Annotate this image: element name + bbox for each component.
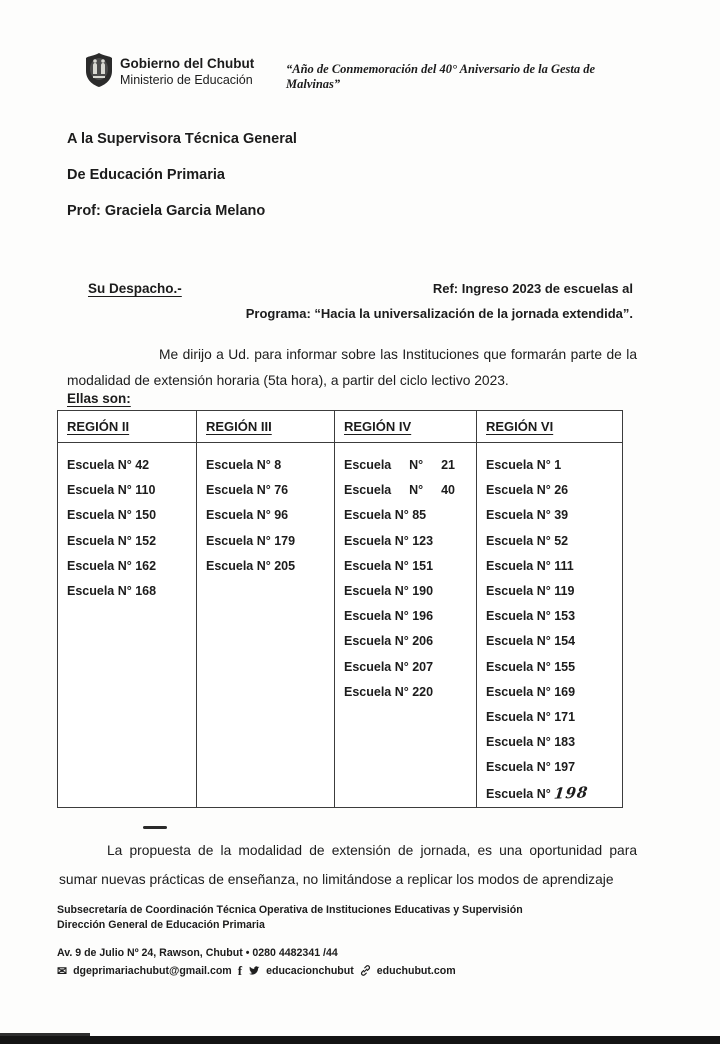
footer-address: Av. 9 de Julio Nº 24, Rawson, Chubut • 0280 4482341 /44 [57, 947, 338, 959]
commemoration-motto: “Año de Conmemoración del 40° Aniversario de la Gesta de Malvinas” [286, 62, 596, 91]
school-entry: Escuela N° 220 [344, 684, 434, 699]
school-entry: Escuela N° 151 [344, 558, 434, 573]
column-header-region-ii: REGIÓN II [58, 411, 196, 443]
school-entry: Escuela N° 39 [486, 508, 569, 523]
school-entry: Escuela N° 8 [206, 458, 282, 472]
school-entry: Escuela N° 110 [67, 483, 156, 498]
list-label: Ellas son: [67, 391, 131, 406]
twitter-handle: educacionchubut [266, 964, 354, 977]
chubut-coat-of-arms-logo [84, 52, 114, 88]
footer-department-block [57, 903, 523, 933]
school-entry: Escuela N° 153 [486, 609, 576, 624]
footer-department-line-1: Subsecretaría de Coordinación Técnica Operativa de Instituciones Educativas y Supervisión [57, 904, 523, 916]
addressee-line-2: De Educación Primaria [67, 167, 225, 183]
school-entry: Escuela N° 150 [67, 508, 157, 523]
org-identity [120, 56, 254, 88]
school-entry-handwritten: Escuela N° 198 [486, 781, 613, 807]
addressee-line-1: A la Supervisora Técnica General [67, 131, 297, 147]
footer-contact-line [57, 964, 456, 977]
school-entry: Escuela N° 21 [344, 458, 455, 472]
school-entry: Escuela N° 96 [206, 508, 289, 523]
school-entry: Escuela N° 207 [344, 659, 434, 674]
school-entry: Escuela N° 205 [206, 558, 296, 573]
school-entry: Escuela N° 76 [206, 483, 289, 498]
table-column-region-iv [335, 411, 477, 807]
school-entry: Escuela N° 206 [344, 634, 434, 649]
addressee-block [67, 130, 297, 238]
school-entry: Escuela N° 155 [486, 659, 576, 674]
school-entry: Escuela N° 123 [344, 533, 434, 548]
website-url: educhubut.com [376, 964, 456, 977]
email-address: dgeprimariachubut@gmail.com [73, 964, 232, 977]
school-entry: Escuela N° 42 [67, 458, 150, 472]
column-header-region-vi: REGIÓN VI [477, 411, 622, 443]
school-entry: Escuela N° 197 [486, 760, 576, 775]
handwritten-number: 198 [553, 783, 590, 803]
school-entry: Escuela N° 40 [344, 483, 455, 498]
reference-block [203, 281, 633, 321]
school-entry: Escuela N° 169 [486, 684, 576, 699]
link-icon [360, 965, 371, 976]
reference-line-2: Programa: “Hacia la universalización de la jornada extendida”. [245, 306, 633, 321]
table-column-region-ii [58, 411, 197, 807]
table-column-region-vi [477, 411, 622, 807]
school-entry: Escuela N° 1 [486, 458, 562, 472]
reference-line-1: Ref: Ingreso 2023 de escuelas al [432, 281, 633, 296]
salutation: Su Despacho.- [88, 281, 182, 296]
school-entry: Escuela N° 168 [67, 584, 157, 599]
org-name: Gobierno del Chubut [120, 56, 255, 71]
intro-paragraph: Me dirijo a Ud. para informar sobre las Instituciones que formarán parte de la modalidad de extensión horaria (5ta hora), a partir del ciclo lectivo 2023. [67, 347, 637, 388]
school-entry: Escuela N° 196 [344, 609, 434, 624]
scan-edge-artifact [0, 1036, 720, 1044]
org-department: Ministerio de Educación [120, 73, 253, 87]
column-header-region-iii: REGIÓN III [197, 411, 334, 443]
school-entry: Escuela N° 162 [67, 558, 157, 573]
school-entry: Escuela N° 119 [486, 584, 575, 599]
column-header-region-iv: REGIÓN IV [335, 411, 476, 443]
school-entry: Escuela N° 171 [486, 710, 576, 725]
school-entry: Escuela N° 85 [344, 508, 427, 523]
email-icon: ✉ [57, 963, 68, 978]
school-entry: Escuela N° 152 [67, 533, 157, 548]
school-entry: Escuela N° 179 [206, 533, 296, 548]
school-entry: Escuela N° 26 [486, 483, 569, 498]
addressee-line-3: Prof: Graciela Garcia Melano [67, 203, 266, 219]
school-entry: Escuela N° 52 [486, 533, 569, 548]
facebook-icon: f [237, 963, 243, 978]
school-entry: Escuela N° 154 [486, 634, 576, 649]
footer-department-line-2: Dirección General de Educación Primaria [57, 919, 265, 931]
schools-table [57, 410, 623, 808]
closing-paragraph: La propuesta de la modalidad de extensión de jornada, es una oportunidad para sumar nuevas prácticas de enseñanza, no limitándose a replicar los modos de aprendizaje [59, 843, 637, 887]
table-column-region-iii [197, 411, 335, 807]
pen-dash-mark [143, 826, 167, 829]
school-entry: Escuela N° 183 [486, 735, 576, 750]
school-entry: Escuela N° 190 [344, 584, 434, 599]
school-entry: Escuela N° 111 [486, 558, 574, 573]
twitter-icon [248, 965, 260, 977]
